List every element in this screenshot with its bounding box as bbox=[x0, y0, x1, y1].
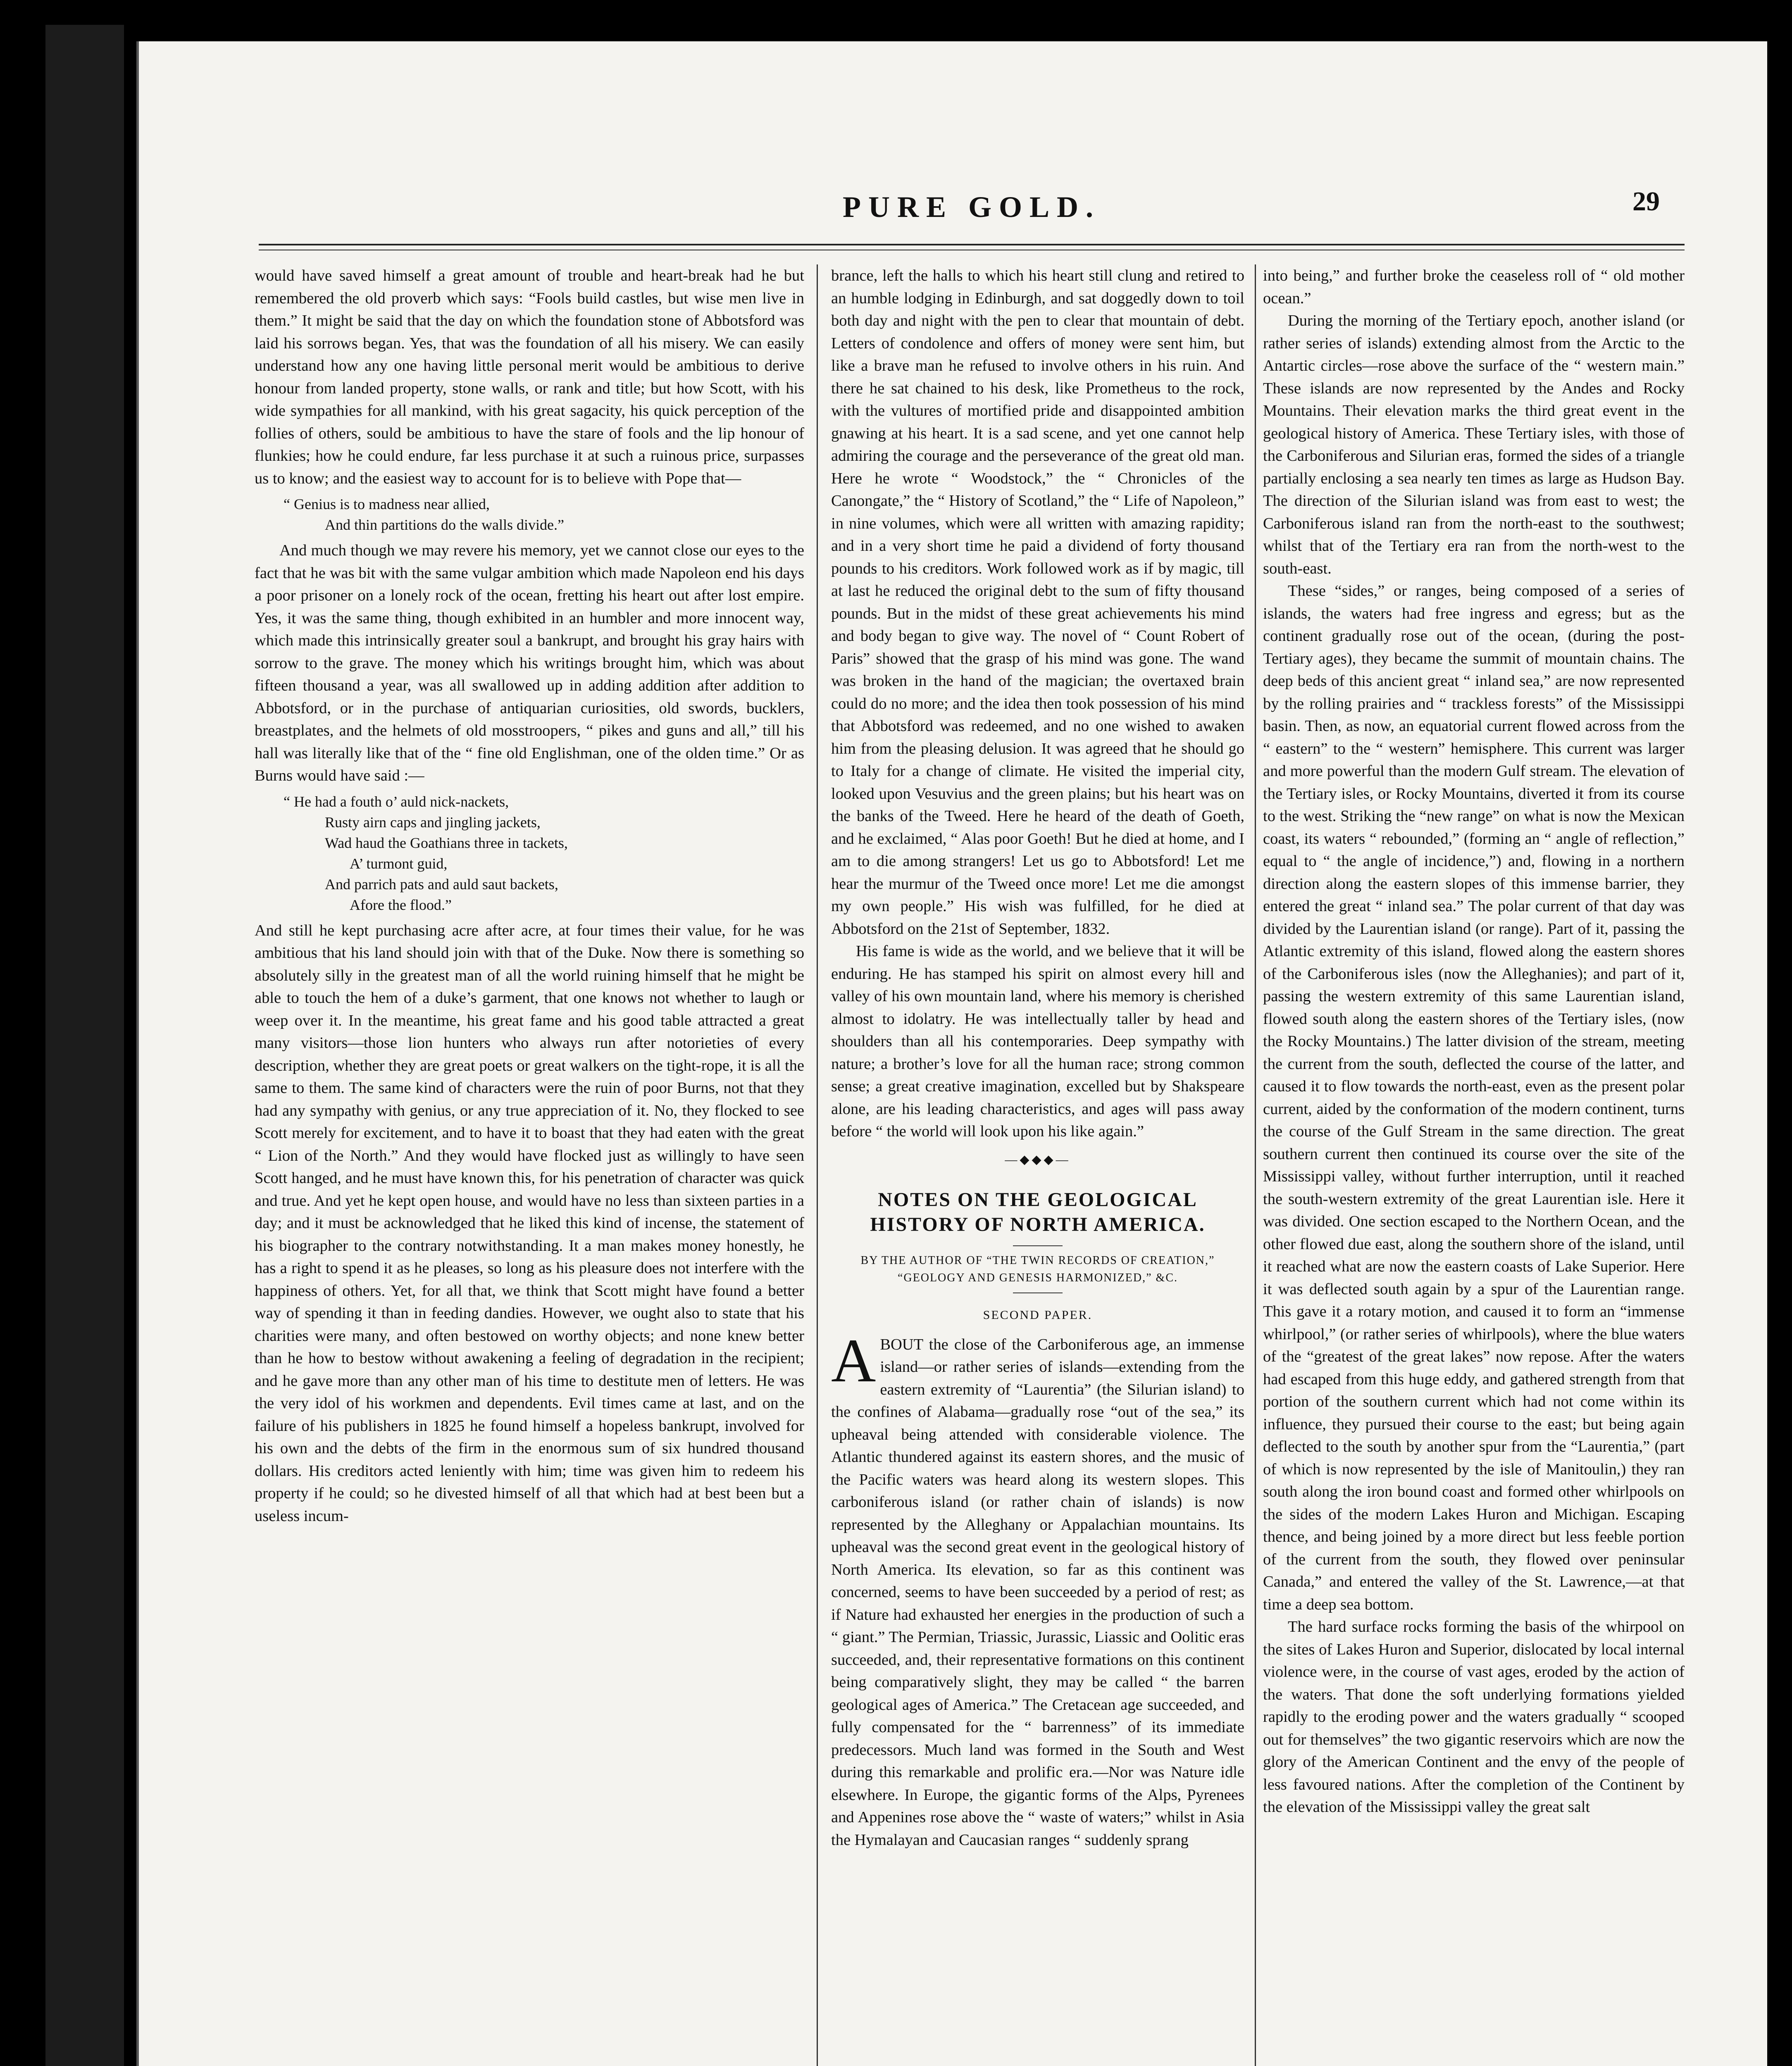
verse-line: And thin partitions do the walls divide.” bbox=[325, 516, 564, 533]
paragraph: into being,” and further broke the ceaseless roll of “ old mother ocean.” bbox=[1263, 267, 1685, 307]
paragraph: The hard surface rocks forming the basis of the whirpool on the sites of Lakes Huron and Superior, dislocated by local internal violence were, in the course of vast ages, eroded by the action of the waters. That done the soft underlying formations yielded rapidly to the eroding power and the waters gradually “ scooped out for themselves” the two gigantic reservoirs which are now the glory of the American Continent and the envy of the people of less favoured nations. After the completion of the Continent by the elevation of the Mississippi valley the great salt bbox=[1263, 1618, 1685, 1816]
verse-line: “ He had a fouth o’ auld nick-nackets, bbox=[284, 793, 509, 810]
section-separator: —◆◆◆— bbox=[1005, 1152, 1071, 1166]
short-rule bbox=[1013, 1292, 1063, 1293]
verse-line: A’ turmont guid, bbox=[350, 855, 448, 872]
paragraph: And still he kept purchasing acre after acre, at four times their value, for he was ambitious that his land should join with that of the Duke. Now there is something so absolutely silly in the greatest man of all the world ruining himself that he might be able to touch the hem of a duke’s garment, that one knows not whether to laugh or weep over it. In the meantime, his great fame and his good table attracted a great many visitors—those lion hunters who always run after notorieties of every description, whether they are great poets or great walkers on the tight-rope, it is all the same to them. The same kind of characters were the ruin of poor Burns, not that they had any sympathy with genius, or any true appreciation of it. No, they flocked to see Scott merely for excitement, and to have it to boast that they had eaten with the great “ Lion of the North.” And they would have flocked just as willingly to have seen Scott hanged, and he must have known this, for his penetration of character was quick and true. And yet he kept open house, and would have no less than sixteen parties in a day; and it must be acknowledged that he liked this kind of incense, the statement of his biographer to the contrary notwithstanding. It a man makes money honestly, he has a right to spend it as he pleases, so long as his pleasure does not interfere with the happiness of others. Yet, for all that, we think that Scott might have found a better way of spending it than in feeding dandies. However, we ought also to state that his charities were many, and often bestowed on worthy objects; and none knew better than he how to bestow without awakening a feeling of degradation in the recipient; and he gave more than any other man of his time to destitute men of letters. He was the very idol of his workmen and dependents. Evil times came at last, and on the failure of his publishers in 1825 he found himself a hopeless bankrupt, involved for his own and the debts of the firm in the enormous sum of six hundred thousand dollars. His creditors acted leniently with him; time was given him to redeem his property if he could; so he divested himself of all that which had at best been but a useless incum- bbox=[255, 921, 804, 1525]
newspaper-page bbox=[136, 41, 1767, 2066]
short-rule bbox=[1013, 1245, 1063, 1246]
column-divider bbox=[1255, 264, 1256, 2066]
column-3 bbox=[1263, 264, 1685, 1818]
publication-title: PURE GOLD. bbox=[842, 190, 1101, 224]
paragraph: And much though we may revere his memory, yet we cannot close our eyes to the fact that he was bit with the same vulgar ambition which made Napoleon end his days a poor prisoner on a lonely rock of the ocean, fretting his heart out after lost empire. Yes, it was the same thing, though exhibited in an humbler and more innocent way, which made this intrinsically greater soul a bankrupt, and brought his gray hairs with sorrow to the grave. The money which his writings brought him, which was about fifteen thousand a year, was all swallowed up in adding addition after addition to Abbotsford, or in the purchase of antiquarian curiosities, old swords, bucklers, breastplates, and the helmets of old mosstroopers, “ pikes and guns and all,” till his hall was literally like that of the “ fine old Englishman, one of the olden time.” Or as Burns would have said :— bbox=[255, 542, 804, 784]
article-title: NOTES ON THE GEOLOGICAL HISTORY OF NORTH AMERICA. bbox=[870, 1189, 1206, 1235]
article-subtitle: SECOND PAPER. bbox=[983, 1308, 1093, 1322]
paragraph bbox=[831, 1326, 1244, 1852]
column-2 bbox=[831, 264, 1244, 1851]
paragraph: would have saved himself a great amount of trouble and heart-break had he but remembered the old proverb which says: “Fools build castles, but wise men live in them.” It might be said that the day on which the foundation stone of Abbotsford was laid his sorrows began. Yes, that was the foundation of all his misery. We can easily understand how any one having little personal merit would be ambitious to derive honour from landed property, stone walls, or rank and title; but how Scott, with his wide sympathies for all mankind, with his great sagacity, his quick perception of the follies of others, sould be ambitious to have the stare of fools and the lip honour of flunkies; how he could endure, far less purchase it at such a ruinous price, surpasses us to know; and the easiest way to account for is to believe with Pope that— bbox=[255, 267, 804, 487]
adjacent-page-edge bbox=[45, 25, 124, 2066]
paragraph: His fame is wide as the world, and we believe that it will be enduring. He has stamped his spirit on almost every hill and valley of his own mountain land, where his memory is cherished almost to idolatry. He was intellectually taller by head and shoulders than all his contemporaries. Deep sympathy with nature; a brother’s love for all the human race; strong common sense; a great creative imagination, excelled but by Shakspeare alone, are his leading characteristics, and ages will pass away before “ the world will look upon his like again.” bbox=[831, 943, 1244, 1140]
paragraph: During the morning of the Tertiary epoch, another island (or rather series of islands) extending almost from the Arctic to the Antartic circles—rose above the surface of the “ western main.” These islands are now represented by the Andes and Rocky Mountains. Their elevation marks the third great event in the geological history of America. These Tertiary isles, with those of the Carboniferous and Silurian eras, formed the sides of a triangle partially enclosing a sea nearly ten times as large as Hudson Bay. The direction of the Silurian island was from east to west; the Carboniferous island ran from the north-east to the southwest; whilst that of the Tertiary era ran from the north-west to the south-east. bbox=[1263, 312, 1685, 577]
paragraph: brance, left the halls to which his heart still clung and retired to an humble lodging in Edinburgh, and sat doggedly down to toil both day and night with the pen to clear that mountain of debt. Letters of condolence and offers of money were sent him, but like a brave man he refused to involve others in his ruin. And there he sat chained to his desk, like Prometheus to the rock, with the vultures of mortified pride and disappointed ambition gnawing at his heart. It is a sad scene, and yet one cannot help admiring the courage and the perseverance of the great old man. Here he wrote “ Woodstock,” the “ Chronicles of the Canongate,” the “ History of Scotland,” the “ Life of Napoleon,” in nine volumes, which were all written with amazing rapidity; and in a very short time he paid a dividend of forty thousand pounds to his creditors. Work followed work as if by magic, till at last he reduced the original debt to the sum of fifty thousand pounds. But in the midst of these great achievements his mind and body began to give way. The novel of “ Count Robert of Paris” showed that the grasp of his mind was gone. The wand was broken in the hand of the magician; the overtaxed brain could do no more; and the idea then took possession of his mind that Abbotsford was redeemed, and no one wished to awaken him from the pleasing delusion. It was agreed that he should go to Italy for a change of climate. He visited the imperial city, looked upon Vesuvius and the green plains; but his heart was on the banks of the Tweed. Here he heard of the death of Goeth, and he exclaimed, “ Alas poor Goeth! But he died at home, and I am to die among strangers! Let us go to Abbotsford! Let me hear the murmur of the Tweed once more! Let me die amongst my own people.” His wish was fulfilled, for he died at Abbotsford on the 21st of September, 1832. bbox=[831, 267, 1244, 938]
header-rule bbox=[259, 244, 1685, 250]
page-number: 29 bbox=[1632, 186, 1660, 217]
verse-quote-pope bbox=[284, 494, 804, 535]
page-header bbox=[259, 186, 1685, 269]
paragraph: These “sides,” or ranges, being composed of a series of islands, the waters had free ingress and egress; but as the continent gradually rose out of the ocean, (during the post-Tertiary ages), they became the summit of mountain chains. The deep beds of this ancient great “ inland sea,” are now represented by the rolling prairies and “ trackless forests” of the Mississippi basin. Then, as now, an equatorial current flowed across from the “ eastern” to the “ western” hemisphere. This current was larger and more powerful than the modern Gulf stream. The elevation of the Tertiary isles, or Rocky Mountains, diverted it from its course to the west. Striking the “new range” on what is now the Mexican coast, its waters “ rebounded,” (forming an “ angle of reflection,” equal to “ the angle of incidence,”) and, flowing in a northern direction along the eastern slopes of this immense barrier, they entered the great “ inland sea.” The polar current of that day was divided by the Laurentian island (or range). Part of it, passing the Atlantic extremity of this island, flowed along the eastern shores of the Carboniferous isles (now the Alleghanies); and part of it, passing the western extremity of this same Laurentian island, flowed south along the eastern shores of the Tertiary isles, (now the Rocky Mountains.) The latter division of the stream, meeting the current from the south, deflected the course of the latter, and caused it to flow towards the north-east, even as the present polar current, aided by the conformation of the modern continent, turns the course of the Gulf Stream in the same direction. The great southern current then continued its course over the site of the Mississippi valley, without further interruption, until it reached the south-western extremity of the great Laurentian isle. Here it was divided. One section escaped to the Northern Ocean, and the other flowed due east, along the southern shore of the island, until it reached what are now the eastern coasts of Lake Superior. Here it was deflected south again by a spur of the Laurentian range. This gave it a rotary motion, and caused it to form an “immense whirlpool,” (or rather series of whirlpools), where the blue waters of the “greatest of the great lakes” now repose. After the waters had escaped from this huge eddy, and gathered strength from that portion of the southern current which had not come within its influence, they pursued their course to the east; but being again deflected to the south by another spur from the “Laurentia,” (part of which is now represented by the isle of Manitoulin,) they ran south along the iron bound coast and formed other whirlpools on the sides of the modern Lakes Huron and Michigan. Escaping thence, and being joined by a more direct but less feeble portion of the current from the south, they flowed over peninsular Canada,” and entered the valley of the St. Lawrence,—at that time a deep sea bottom. bbox=[1263, 582, 1685, 1613]
verse-line: “ Genius is to madness near allied, bbox=[284, 496, 490, 512]
paragraph-text: BOUT the close of the Carboniferous age, an immense island—or rather series of islands—extending from the eastern extremity of “Laurentia” (the Silurian island) to the confines of Alabama—gradually rose “out of the sea,” its upheaval being attended with considerable violence. The Atlantic thundered against its eastern shores, and the music of the Pacific waters was heard along its western slopes. This carboniferous island (or rather chain of islands) is now represented by the Alleghany or Appalachian mountains. Its upheaval was the second great event in the geological history of North America. Its elevation, so far as this continent was concerned, seems to have been succeeded by a period of rest; as if Nature had exhausted her energies in the production of such a “ giant.” The Permian, Triassic, Jurassic, Liassic and Oolitic eras succeeded, and, their representative formations on this continent being comparatively slight, they may be called “ the barren geological ages of America.” The Cretacean age succeeded, and fully compensated for the “ barrenness” of its immediate predecessors. Much land was formed in the South and West during this remarkable and prolific era.—Nor was Nature idle elsewhere. In Europe, the gigantic forms of the Alps, Pyrenees and Appenines rose above the “ waste of waters;” whilst in Asia the Hymalayan and Caucasian ranges “ suddenly sprang bbox=[831, 1335, 1244, 1849]
column-1 bbox=[255, 264, 804, 1527]
verse-quote-burns bbox=[284, 791, 804, 915]
verse-line: Rusty airn caps and jingling jackets, bbox=[325, 814, 541, 831]
verse-line: Afore the flood.” bbox=[350, 896, 452, 913]
verse-line: And parrich pats and auld saut backets, bbox=[325, 876, 558, 893]
column-divider bbox=[817, 264, 818, 2066]
verse-line: Wad haud the Goathians three in tackets, bbox=[325, 834, 568, 851]
drop-cap: A bbox=[831, 1326, 876, 1395]
article-byline: BY THE AUTHOR OF “THE TWIN RECORDS OF CREATION,” “GEOLOGY AND GENESIS HARMONIZED,” &C. bbox=[860, 1254, 1215, 1284]
